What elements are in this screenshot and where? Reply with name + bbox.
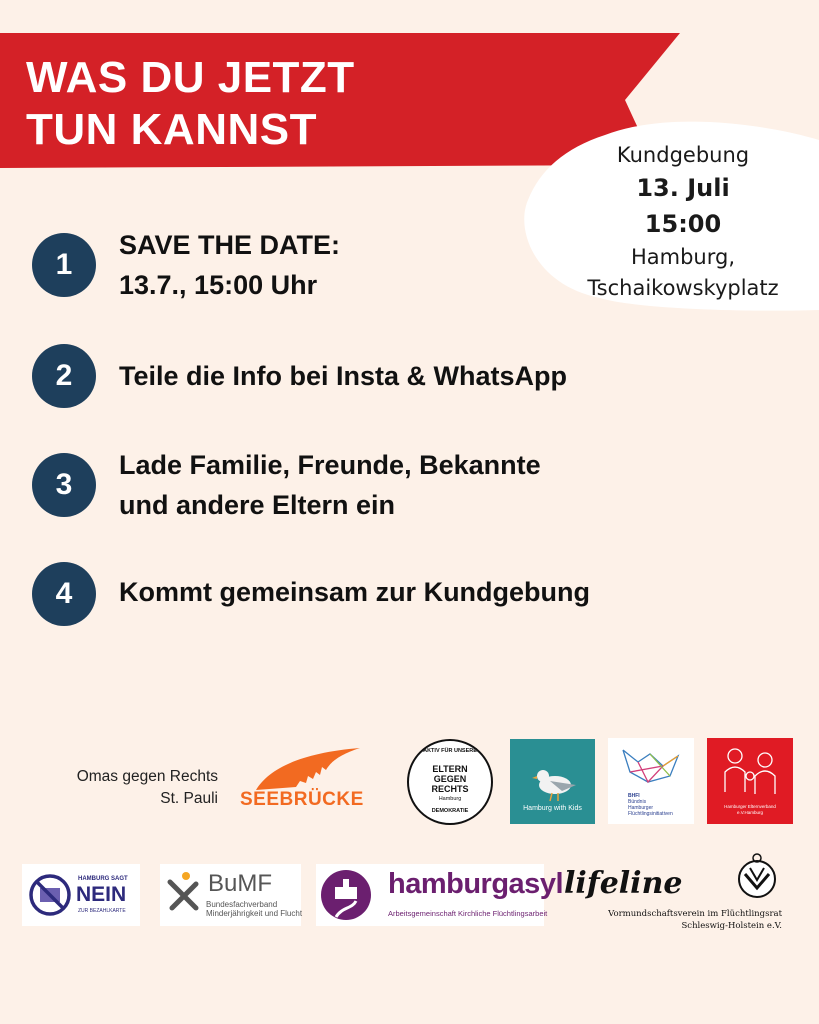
event-city: Hamburg, — [630, 245, 736, 269]
hamburgasyl-emblem-icon — [318, 867, 374, 923]
logo-omas-gegen-rechts: Omas gegen Rechts St. Pauli — [76, 768, 218, 807]
event-date: 13. Juli — [636, 174, 730, 202]
event-time: 15:00 — [644, 210, 722, 238]
logo-hamburg-with-kids: Hamburg with Kids — [510, 739, 595, 824]
seagull-icon — [510, 749, 595, 809]
logo-bumf: BuMF Bundesfachverband Minderjährigkeit und Flucht — [160, 864, 301, 926]
bumf-figure-icon — [164, 870, 204, 912]
logo-hamburg-sagt-nein: HAMBURG SAGT NEIN ZUR BEZAHLKARTE — [22, 864, 140, 926]
step-text: Lade Familie, Freunde, Bekannte und andere Eltern ein — [119, 450, 541, 520]
event-place: Tschaikowskyplatz — [587, 276, 779, 300]
seebruecke-wave-icon — [238, 745, 388, 790]
bird-network-icon — [608, 742, 694, 792]
step-number: 2 — [32, 344, 96, 408]
logo-bhfi: BHFI Bündnis Hamburger Flüchtlingsinitiativen — [608, 738, 694, 824]
step-number: 1 — [32, 233, 96, 297]
logo-elternverband: Hamburger Elternverband e.V.Hamburg — [707, 738, 793, 824]
logo-seebruecke: SEEBRÜCKE — [238, 745, 388, 815]
event-label: Kundgebung — [616, 143, 750, 167]
logo-lifeline: lifeline Vormundschaftsverein im Flüchtlingsrat Schleswig-Holstein e.V. — [562, 852, 784, 938]
page-title: WAS DU JETZT TUN KANNST — [26, 53, 355, 154]
step-number: 4 — [32, 562, 96, 626]
step-text: SAVE THE DATE: 13.7., 15:00 Uhr — [119, 230, 341, 300]
no-card-icon — [28, 873, 72, 917]
step-number: 3 — [32, 453, 96, 517]
step-text: Kommt gemeinsam zur Kundgebung — [119, 577, 591, 607]
logo-eltern-gegen-rechts: AKTIV FÜR UNSERE ELTERN GEGEN RECHTS Hamburg DEMOKRATIE — [406, 738, 494, 826]
step-text: Teile die Info bei Insta & WhatsApp — [119, 361, 568, 391]
family-icon — [707, 742, 793, 802]
lifeline-emblem-icon — [736, 852, 778, 900]
logo-hamburgasyl: hamburgasyl Arbeitsgemeinschaft Kirchliche Flüchtlingsarbeit — [316, 864, 544, 926]
